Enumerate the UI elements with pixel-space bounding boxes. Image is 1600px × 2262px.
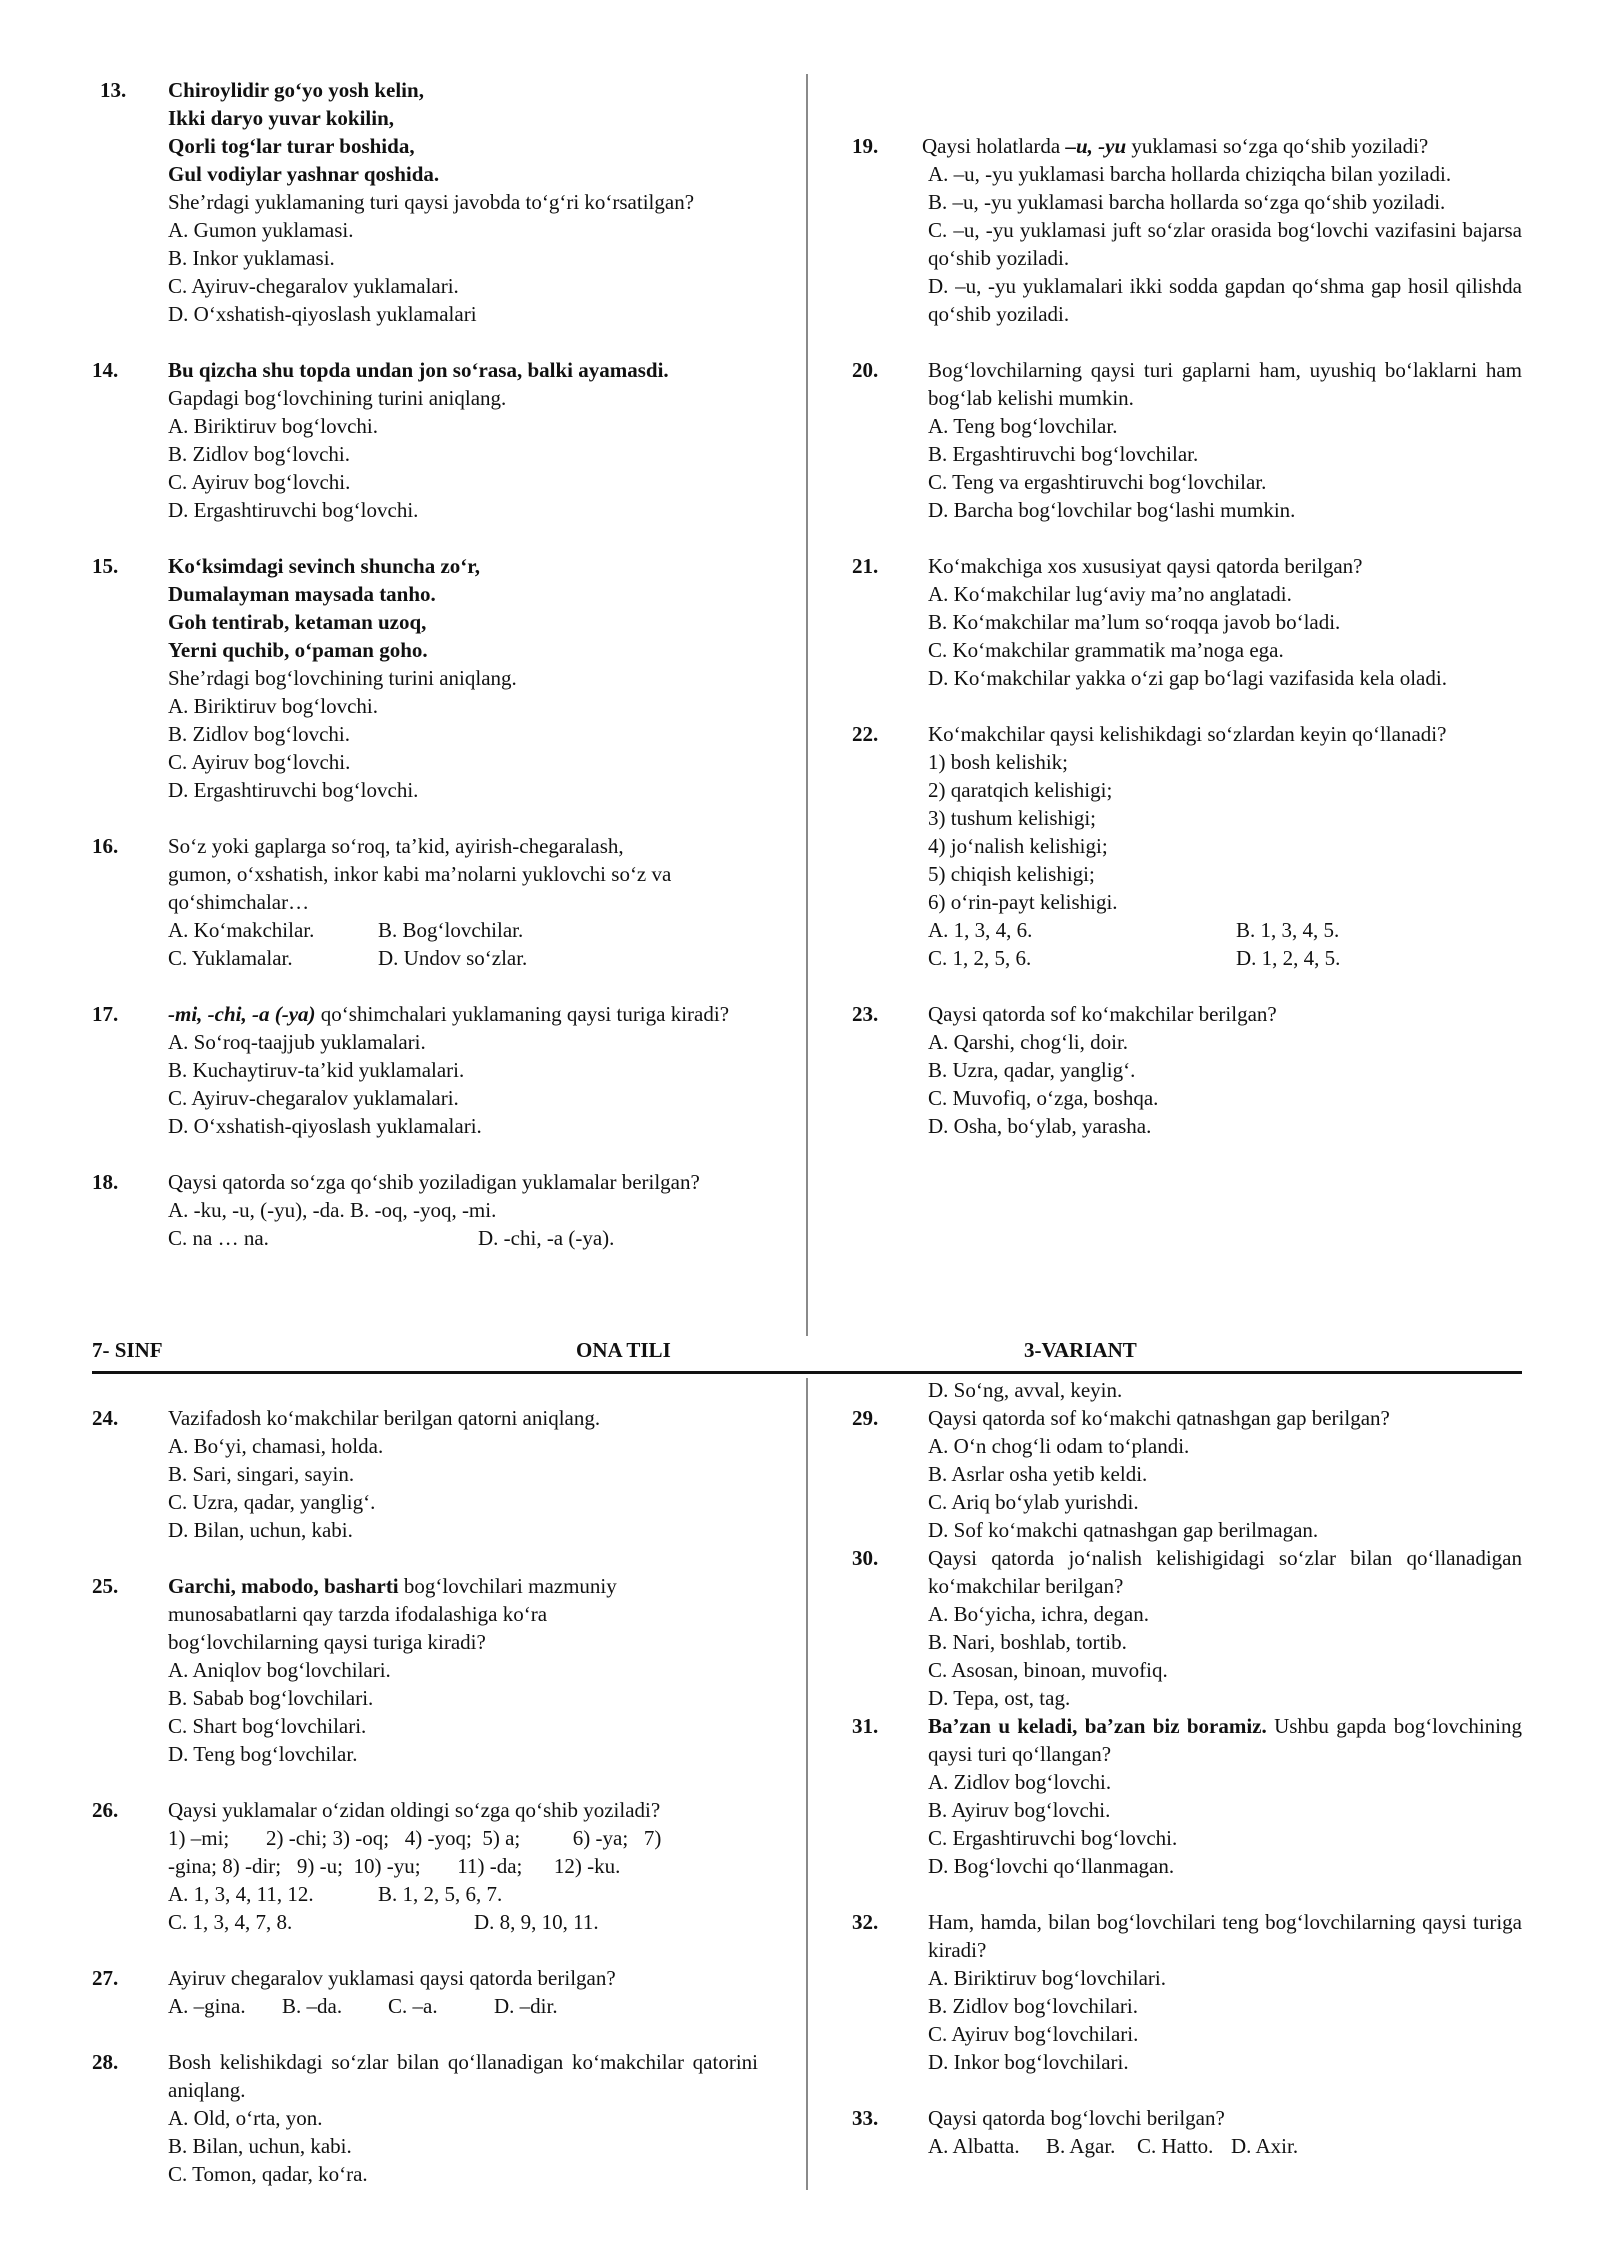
grade-label: 7- SINF — [92, 1338, 163, 1362]
option-d: D. O‘xshatish-qiyoslash yuklamalari — [168, 302, 477, 326]
question-17 — [92, 1000, 758, 1140]
question-number: 31. — [852, 1714, 879, 1738]
verse-line: Dumalayman maysada tanho. — [168, 582, 436, 606]
conjunction-list: Garchi, mabodo, basharti — [168, 1574, 399, 1598]
option-a: A. Albatta. — [928, 2134, 1020, 2158]
question-line: munosabatlarni qay tarzda ifodalashiga ko‘ra — [168, 1602, 548, 1626]
verse-line: Gul vodiylar yashnar qoshida. — [168, 162, 440, 186]
subject-label: ONA TILI — [576, 1338, 671, 1362]
option-a: A. Ko‘makchilar lug‘aviy ma’no anglatadi. — [928, 582, 1292, 606]
question-text: Ko‘makchilar qaysi kelishikdagi so‘zlardan keyin qo‘llanadi? — [928, 722, 1447, 746]
verse-line: Qorli tog‘lar turar boshida, — [168, 134, 415, 158]
option-b: B. Zidlov bog‘lovchilari. — [928, 1994, 1138, 2018]
question-number: 14. — [92, 358, 119, 382]
option-d: D. Teng bog‘lovchilar. — [168, 1742, 358, 1766]
option-b: B. Agar. — [1046, 2134, 1116, 2158]
option-a: A. Aniqlov bog‘lovchilari. — [168, 1658, 391, 1682]
option-a: A. Gumon yuklamasi. — [168, 218, 354, 242]
option-b: B. Ergashtiruvchi bog‘lovchilar. — [928, 442, 1199, 466]
option-c: C. Ko‘makchilar grammatik ma’noga ega. — [928, 638, 1284, 662]
option-a: A. Zidlov bog‘lovchi. — [928, 1770, 1112, 1794]
option-b: B. Nari, boshlab, tortib. — [928, 1630, 1127, 1654]
option-a: A. Biriktiruv bog‘lovchilari. — [928, 1966, 1166, 1990]
top-left-column — [92, 76, 758, 1252]
question-number: 32. — [852, 1910, 879, 1934]
option-a: A. Bo‘yi, chamasi, holda. — [168, 1434, 384, 1458]
question-text — [928, 1712, 1522, 1768]
question-number: 27. — [92, 1966, 119, 1990]
option-b: B. Ayiruv bog‘lovchi. — [928, 1798, 1111, 1822]
option-d: D. –u, -yu yuklamalari ikki sodda gapdan qo‘shma gap hosil qilishda qo‘shib yoziladi. — [928, 274, 1522, 326]
question-20 — [852, 356, 1522, 524]
option-b: B. Uzra, qadar, yanglig‘. — [928, 1058, 1136, 1082]
question-number: 20. — [852, 358, 879, 382]
option-d: D. Sof ko‘makchi qatnashgan gap berilmagan. — [928, 1518, 1319, 1542]
option-d: D. Undov so‘zlar. — [378, 946, 528, 970]
column-divider-top — [806, 74, 808, 1336]
question-number: 28. — [92, 2050, 119, 2074]
question-30 — [852, 1544, 1522, 1712]
question-22 — [852, 720, 1522, 972]
question-29 — [852, 1404, 1522, 1544]
variant-label: 3-VARIANT — [1024, 1338, 1137, 1362]
question-number: 23. — [852, 1002, 879, 1026]
option-b: B. –da. — [282, 1994, 343, 2018]
question-number: 16. — [92, 834, 119, 858]
bottom-right-column — [852, 1376, 1522, 2160]
question-text: She’rdagi yuklamaning turi qaysi javobda to‘g‘ri ko‘rsatilgan? — [168, 190, 695, 214]
question-number: 24. — [92, 1406, 119, 1430]
option-b: B. Bilan, uchun, kabi. — [168, 2134, 352, 2158]
option-d: D. Axir. — [1231, 2134, 1299, 2158]
question-line: So‘z yoki gaplarga so‘roq, ta’kid, ayirish-chegaralash, — [168, 834, 624, 858]
option-c: C. Muvofiq, o‘zga, boshqa. — [928, 1086, 1159, 1110]
question-rest: qo‘shimchalari yuklamaning qaysi turiga kiradi? — [315, 1002, 730, 1026]
option-c: C. Ayiruv-chegaralov yuklamalari. — [168, 274, 459, 298]
question-28-continued — [852, 1376, 1522, 1404]
header-rule — [92, 1371, 1522, 1374]
case-item: 2) qaratqich kelishigi; — [928, 778, 1113, 802]
question-text: Bosh kelishikdagi so‘zlar bilan qo‘llanadigan ko‘makchilar qatorini aniqlang. — [168, 2050, 758, 2102]
suffix-items: 1) –mi; 2) -chi; 3) -oq; 4) -yoq; 5) a; 6) -ya; 7) — [168, 1826, 662, 1850]
option-c: C. –u, -yu yuklamasi juft so‘zlar orasida bog‘lovchi vazifasini bajarsa qo‘shib yoziladi. — [928, 218, 1522, 270]
column-divider-bottom — [806, 1378, 808, 2190]
question-number: 15. — [92, 554, 119, 578]
option-c: C. 1, 2, 5, 6. — [928, 946, 1032, 970]
question-line: gumon, o‘xshatish, inkor kabi ma’nolarni yuklovchi so‘z va — [168, 862, 672, 886]
option-b: B. Inkor yuklamasi. — [168, 246, 335, 270]
question-text: Bog‘lovchilarning qaysi turi gaplarni ham, uyushiq bo‘laklarni ham bog‘lab kelishi mumkin. — [928, 358, 1522, 410]
question-text: She’rdagi bog‘lovchining turini aniqlang. — [168, 666, 517, 690]
question-text: Qaysi qatorda jo‘nalish kelishigidagi so‘zlar bilan qo‘llanadigan ko‘makchilar berilgan? — [928, 1546, 1522, 1598]
option-b: B. 1, 2, 5, 6, 7. — [378, 1882, 503, 1906]
option-b: B. Zidlov bog‘lovchi. — [168, 722, 350, 746]
option-c: C. Uzra, qadar, yanglig‘. — [168, 1490, 376, 1514]
suffix-list: -mi, -chi, -a (-ya) — [168, 1002, 316, 1026]
option-d: D. Ergashtiruvchi bog‘lovchi. — [168, 498, 419, 522]
option-c: C. Ayiruv bog‘lovchilari. — [928, 2022, 1139, 2046]
verse-line: Ko‘ksimdagi sevinch shuncha zo‘r, — [168, 554, 480, 578]
example-sentence: Ba’zan u keladi, ba’zan biz boramiz. — [928, 1714, 1267, 1738]
question-line-rest: bog‘lovchilari mazmuniy — [398, 1574, 617, 1598]
question-25 — [92, 1572, 758, 1768]
question-number: 17. — [92, 1002, 119, 1026]
case-item: 6) o‘rin-payt kelishigi. — [928, 890, 1118, 914]
option-d: D. Barcha bog‘lovchilar bog‘lashi mumkin. — [928, 498, 1296, 522]
option-b: B. Sari, singari, sayin. — [168, 1462, 355, 1486]
option-d: D. So‘ng, avval, keyin. — [928, 1378, 1123, 1402]
option-d: D. Ergashtiruvchi bog‘lovchi. — [168, 778, 419, 802]
option-d: D. Tepa, ost, tag. — [928, 1686, 1071, 1710]
option-c: C. Hatto. — [1137, 2134, 1214, 2158]
option-d: D. Ko‘makchilar yakka o‘zi gap bo‘lagi vazifasida kela oladi. — [928, 666, 1447, 690]
option-c: C. Ayiruv bog‘lovchi. — [168, 470, 351, 494]
option-b: B. –u, -yu yuklamasi barcha hollarda so‘zga qo‘shib yoziladi. — [928, 190, 1446, 214]
option-d: D. O‘xshatish-qiyoslash yuklamalari. — [168, 1114, 482, 1138]
option-a: A. 1, 3, 4, 6. — [928, 918, 1033, 942]
question-31 — [852, 1712, 1522, 1880]
option-b: B. Asrlar osha yetib keldi. — [928, 1462, 1148, 1486]
option-c: C. Ayiruv-chegaralov yuklamalari. — [168, 1086, 459, 1110]
option-a: A. Qarshi, chog‘li, doir. — [928, 1030, 1129, 1054]
option-b: B. Kuchaytiruv-ta’kid yuklamalari. — [168, 1058, 465, 1082]
question-text: Gapdagi bog‘lovchining turini aniqlang. — [168, 386, 507, 410]
option-c: C. Teng va ergashtiruvchi bog‘lovchilar. — [928, 470, 1267, 494]
option-b: B. Zidlov bog‘lovchi. — [168, 442, 350, 466]
option-b: B. Ko‘makchilar ma’lum so‘roqqa javob bo‘ladi. — [928, 610, 1341, 634]
option-c: C. Ayiruv bog‘lovchi. — [168, 750, 351, 774]
option-d: D. Inkor bog‘lovchilari. — [928, 2050, 1129, 2074]
question-line: bog‘lovchilarning qaysi turiga kiradi? — [168, 1630, 486, 1654]
option-a: A. –u, -yu yuklamasi barcha hollarda chiziqcha bilan yoziladi. — [928, 162, 1452, 186]
question-26 — [92, 1796, 758, 1936]
top-right-column — [852, 132, 1522, 1140]
question-number: 13. — [100, 78, 127, 102]
question-number: 22. — [852, 722, 879, 746]
question-number: 30. — [852, 1546, 879, 1570]
option-b: B. Sabab bog‘lovchilari. — [168, 1686, 374, 1710]
option-a: A. Biriktiruv bog‘lovchi. — [168, 414, 378, 438]
verse-line: Goh tentirab, ketaman uzoq, — [168, 610, 427, 634]
question-13 — [92, 76, 758, 328]
question-text: Ko‘makchiga xos xususiyat qaysi qatorda berilgan? — [928, 554, 1363, 578]
option-c: C. Tomon, qadar, ko‘ra. — [168, 2162, 368, 2186]
question-text: Vazifadosh ko‘makchilar berilgan qatorni aniqlang. — [168, 1406, 601, 1430]
question-rest: Ushbu gapda bog‘lovchining qaysi turi qo‘llangan? — [928, 1714, 1523, 1766]
option-a: A. Old, o‘rta, yon. — [168, 2106, 323, 2130]
option-c: C. Shart bog‘lovchilari. — [168, 1714, 367, 1738]
suffix-list: –u, -yu — [1065, 134, 1127, 158]
question-text: Ham, hamda, bilan bog‘lovchilari teng bog‘lovchilarning qaysi turiga kiradi? — [928, 1910, 1522, 1962]
option-d: D. Bilan, uchun, kabi. — [168, 1518, 353, 1542]
option-c: C. Ergashtiruvchi bog‘lovchi. — [928, 1826, 1178, 1850]
option-d: D. 1, 2, 4, 5. — [1236, 946, 1341, 970]
question-line: qo‘shimchalar… — [168, 890, 310, 914]
case-item: 1) bosh kelishik; — [928, 750, 1068, 774]
verse-line: Yerni quchib, o‘paman goho. — [168, 638, 428, 662]
option-c: C. Yuklamalar. — [168, 946, 293, 970]
option-c: C. –a. — [388, 1994, 438, 2018]
question-number: 26. — [92, 1798, 119, 1822]
example-sentence: Bu qizcha shu topda undan jon so‘rasa, balki ayamasdi. — [168, 358, 669, 382]
option-b: B. Bog‘lovchilar. — [378, 918, 524, 942]
option-d: D. Osha, bo‘ylab, yarasha. — [928, 1114, 1152, 1138]
question-text: Qaysi qatorda sof ko‘makchi qatnashgan gap berilgan? — [928, 1406, 1390, 1430]
question-text: Ayiruv chegaralov yuklamasi qaysi qatorda berilgan? — [168, 1966, 616, 1990]
question-text — [168, 1000, 758, 1028]
question-16 — [92, 832, 758, 972]
option-a: A. 1, 3, 4, 11, 12. — [168, 1882, 314, 1906]
question-number: 33. — [852, 2106, 879, 2130]
option-d: D. Bog‘lovchi qo‘llanmagan. — [928, 1854, 1175, 1878]
option-d: D. -chi, -a (-ya). — [478, 1226, 615, 1250]
option-c: C. Asosan, binoan, muvofiq. — [928, 1658, 1168, 1682]
question-28 — [92, 2048, 758, 2188]
question-18 — [92, 1168, 758, 1252]
question-15 — [92, 552, 758, 804]
question-number: 21. — [852, 554, 879, 578]
suffix-items: -gina; 8) -dir; 9) -u; 10) -yu; 11) -da; 12) -ku. — [168, 1854, 621, 1878]
question-27 — [92, 1964, 758, 2020]
case-item: 5) chiqish kelishigi; — [928, 862, 1095, 886]
question-line — [168, 1572, 758, 1600]
question-text — [922, 132, 1522, 160]
question-23 — [852, 1000, 1522, 1140]
option-d: D. 8, 9, 10, 11. — [474, 1910, 599, 1934]
option-a: A. Bo‘yicha, ichra, degan. — [928, 1602, 1150, 1626]
question-33 — [852, 2104, 1522, 2160]
question-post: yuklamasi so‘zga qo‘shib yoziladi? — [1126, 134, 1429, 158]
question-24 — [92, 1404, 758, 1544]
question-text: Qaysi qatorda sof ko‘makchilar berilgan? — [928, 1002, 1277, 1026]
option-c: C. na … na. — [168, 1226, 269, 1250]
option-a: A. –gina. — [168, 1994, 246, 2018]
case-item: 3) tushum kelishigi; — [928, 806, 1096, 830]
question-number: 25. — [92, 1574, 119, 1598]
option-d: D. –dir. — [494, 1994, 558, 2018]
option-a: A. So‘roq-taajjub yuklamalari. — [168, 1030, 426, 1054]
question-32 — [852, 1908, 1522, 2076]
option-a-b: A. -ku, -u, (-yu), -da. B. -oq, -yoq, -mi. — [168, 1198, 497, 1222]
verse-line: Chiroylidir go‘yo yosh kelin, — [168, 78, 424, 102]
question-text: Qaysi yuklamalar o‘zidan oldingi so‘zga qo‘shib yoziladi? — [168, 1798, 661, 1822]
question-number: 18. — [92, 1170, 119, 1194]
verse-line: Ikki daryo yuvar kokilin, — [168, 106, 395, 130]
option-b: B. 1, 3, 4, 5. — [1236, 918, 1340, 942]
question-19 — [852, 132, 1522, 328]
bottom-left-column — [92, 1404, 758, 2188]
question-text: Qaysi qatorda bog‘lovchi berilgan? — [928, 2106, 1225, 2130]
option-a: A. Ko‘makchilar. — [168, 918, 315, 942]
option-a: A. Biriktiruv bog‘lovchi. — [168, 694, 378, 718]
question-21 — [852, 552, 1522, 692]
option-a: A. Teng bog‘lovchilar. — [928, 414, 1118, 438]
question-14 — [92, 356, 758, 524]
option-c: C. 1, 3, 4, 7, 8. — [168, 1910, 293, 1934]
question-pre: Qaysi holatlarda — [922, 134, 1066, 158]
option-c: C. Ariq bo‘ylab yurishdi. — [928, 1490, 1139, 1514]
question-text: Qaysi qatorda so‘zga qo‘shib yoziladigan yuklamalar berilgan? — [168, 1170, 700, 1194]
question-number: 19. — [852, 134, 879, 158]
question-number: 29. — [852, 1406, 879, 1430]
case-item: 4) jo‘nalish kelishigi; — [928, 834, 1108, 858]
option-a: A. O‘n chog‘li odam to‘plandi. — [928, 1434, 1190, 1458]
